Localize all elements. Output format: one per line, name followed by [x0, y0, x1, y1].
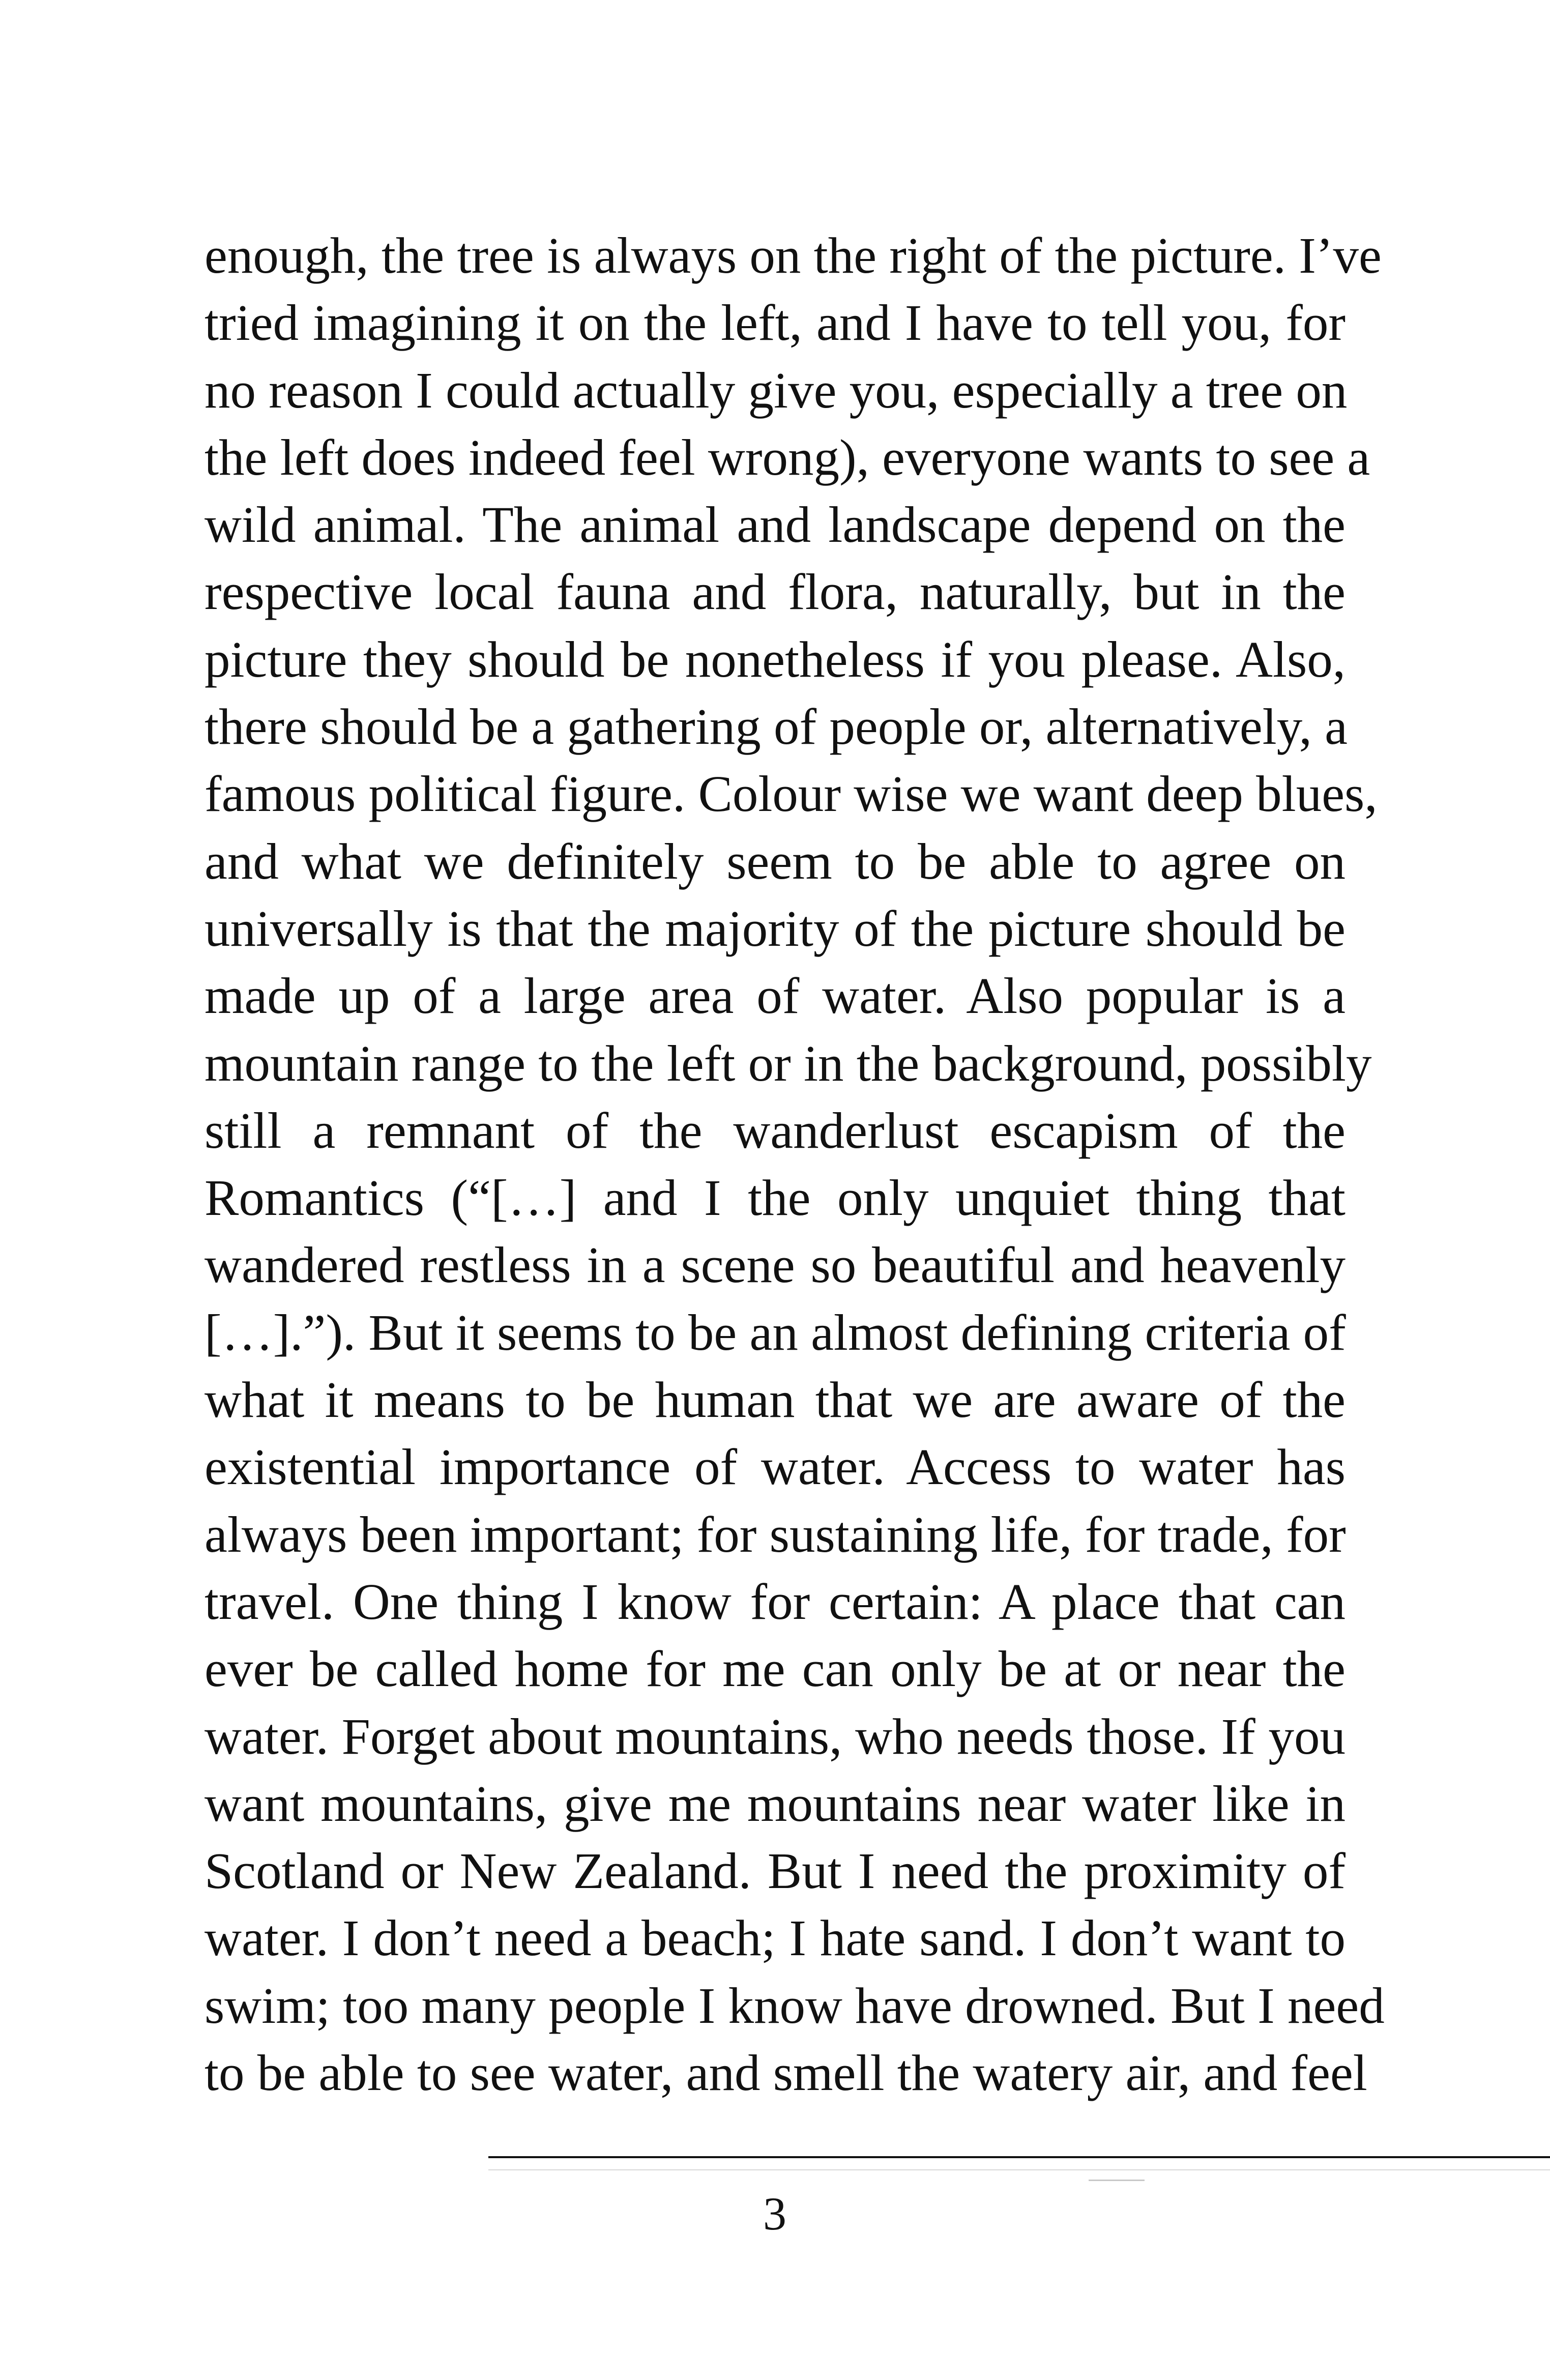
text-line: respective local fauna and flora, naturally, but in the — [204, 563, 1346, 621]
text-line: Romantics (“[…] and I the only unquiet thing that — [204, 1169, 1346, 1227]
footer-rule-mark — [1089, 2180, 1145, 2181]
text-line: travel. One thing I know for certain: A place that can — [204, 1573, 1346, 1630]
text-line: tried imagining it on the left, and I have to tell you, for — [204, 294, 1346, 352]
page-number: 3 — [763, 2188, 786, 2240]
text-line: made up of a large area of water. Also popular is a — [204, 967, 1346, 1025]
text-line: wandered restless in a scene so beautiful and heavenly — [204, 1236, 1346, 1294]
text-line: existential importance of water. Access to water has — [204, 1438, 1346, 1496]
text-line: water. I don’t need a beach; I hate sand. I don’t want to — [204, 1909, 1346, 1967]
text-line: still a remnant of the wanderlust escapism of the — [204, 1101, 1346, 1159]
text-line: always been important; for sustaining life, for trade, for — [204, 1505, 1346, 1563]
text-line: wild animal. The animal and landscape depend on the — [204, 496, 1346, 554]
text-line: swim; too many people I know have drowned. But I need — [204, 1977, 1385, 2034]
text-line: to be able to see water, and smell the watery air, and feel — [204, 2044, 1367, 2102]
footer-rule — [488, 2156, 1550, 2158]
text-line: there should be a gathering of people or, alternatively, a — [204, 698, 1348, 756]
text-line: famous political figure. Colour wise we want deep blues, — [204, 765, 1378, 823]
text-line: Scotland or New Zealand. But I need the proximity of — [204, 1842, 1346, 1900]
text-line: the left does indeed feel wrong), everyone wants to see a — [204, 428, 1370, 486]
text-line: picture they should be nonetheless if you please. Also, — [204, 630, 1346, 688]
text-line: want mountains, give me mountains near water like in — [204, 1775, 1346, 1832]
text-line: enough, the tree is always on the right of the picture. I’ve — [204, 227, 1382, 284]
body-text — [204, 222, 1385, 2106]
text-line: mountain range to the left or in the background, possibly — [204, 1034, 1372, 1092]
text-line: […].”). But it seems to be an almost defining criteria of — [204, 1303, 1346, 1361]
text-line: what it means to be human that we are aware of the — [204, 1371, 1346, 1429]
footer-rule-shadow — [488, 2169, 1550, 2170]
text-line: water. Forget about mountains, who needs those. If you — [204, 1707, 1346, 1765]
text-line: and what we definitely seem to be able to agree on — [204, 832, 1346, 890]
text-line: ever be called home for me can only be at or near the — [204, 1640, 1346, 1698]
text-line: universally is that the majority of the picture should be — [204, 899, 1346, 957]
text-line: no reason I could actually give you, especially a tree on — [204, 361, 1348, 419]
